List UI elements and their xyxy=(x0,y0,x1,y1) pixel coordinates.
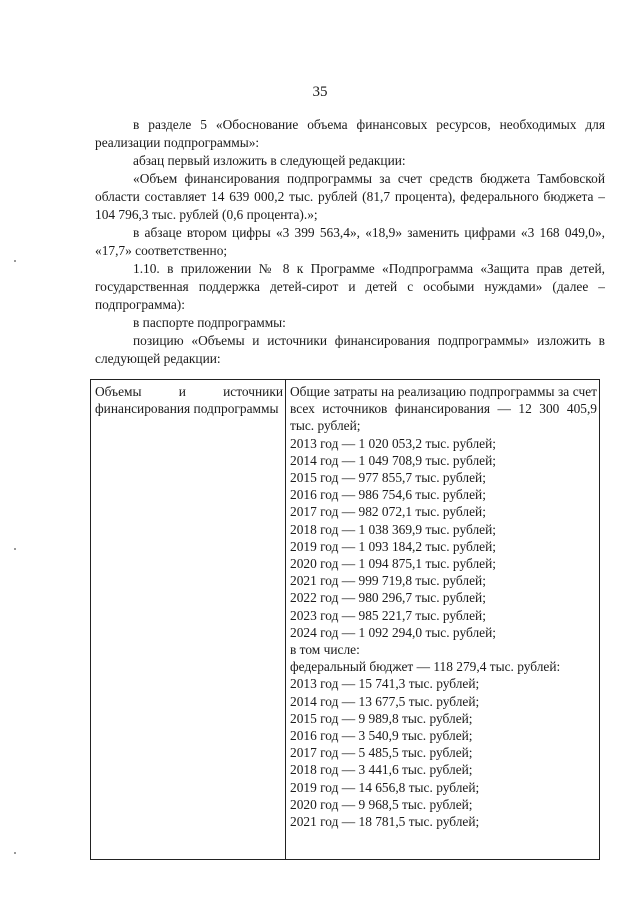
year-amount-line: 2019 год — 14 656,8 тыс. рублей; xyxy=(290,779,480,795)
margin-mark xyxy=(14,852,16,854)
federal-by-year-list xyxy=(290,675,597,830)
year-amount-line: 2021 год — 18 781,5 тыс. рублей; xyxy=(290,814,480,830)
year-amount-line: 2017 год — 982 072,1 тыс. рублей; xyxy=(290,504,486,520)
page-number: 35 xyxy=(312,84,328,100)
year-amount-line: 2018 год — 1 038 369,9 тыс. рублей; xyxy=(290,521,496,537)
table-row xyxy=(91,380,600,860)
paragraph-position: позицию «Объемы и источники финансирования подпрограммы» изложить в следующей редакции: xyxy=(95,333,605,366)
financing-table xyxy=(90,379,600,860)
year-amount-line: 2023 год — 985 221,7 тыс. рублей; xyxy=(290,607,486,623)
year-amount-line: 2020 год — 1 094 875,1 тыс. рублей; xyxy=(290,556,496,572)
margin-mark xyxy=(14,548,16,550)
table-label: Объемы и источники финансирования подпрограммы xyxy=(95,384,283,417)
year-amount-line: 2021 год — 999 719,8 тыс. рублей; xyxy=(290,573,486,589)
year-amount-line: 2016 год — 3 540,9 тыс. рублей; xyxy=(290,728,473,744)
margin-mark xyxy=(14,260,16,262)
paragraph-passport: в паспорте подпрограммы: xyxy=(133,315,286,330)
year-amount-line: 2018 год — 3 441,6 тыс. рублей; xyxy=(290,762,473,778)
year-amount-line: 2017 год — 5 485,5 тыс. рублей; xyxy=(290,745,473,761)
paragraph-section-5: в разделе 5 «Обоснование объема финансовых ресурсов, необходимых для реализации подпрограммы»: xyxy=(95,117,605,150)
paragraph-financing-volume: «Объем финансирования подпрограммы за счет средств бюджета Тамбовской области составляет 14 639 000,2 тыс. рублей (81,7 процента), федерального бюджета – 104 796,3 тыс. рублей (0,6 процента).»; xyxy=(95,171,605,222)
year-amount-line: 2022 год — 980 296,7 тыс. рублей; xyxy=(290,590,486,606)
year-amount-line: 2020 год — 9 968,5 тыс. рублей; xyxy=(290,796,473,812)
totals-by-year-list xyxy=(290,435,597,641)
paragraph-appendix-8: 1.10. в приложении № 8 к Программе «Подпрограмма «Защита прав детей, государственная поддержка детей-сирот и детей с особыми нуждами» (далее – подпрограмма): xyxy=(95,261,605,312)
including-label: в том числе: xyxy=(290,642,360,658)
paragraph-first-abzac: абзац первый изложить в следующей редакции: xyxy=(133,153,406,168)
year-amount-line: 2015 год — 977 855,7 тыс. рублей; xyxy=(290,470,486,486)
table-label-cell xyxy=(91,380,286,860)
year-amount-line: 2019 год — 1 093 184,2 тыс. рублей; xyxy=(290,538,496,554)
table-intro: Общие затраты на реализацию подпрограммы за счет всех источников финансирования — 12 300 405,9 тыс. рублей; xyxy=(290,384,597,434)
year-amount-line: 2024 год — 1 092 294,0 тыс. рублей; xyxy=(290,624,496,640)
year-amount-line: 2013 год — 1 020 053,2 тыс. рублей; xyxy=(290,435,496,451)
year-amount-line: 2014 год — 1 049 708,9 тыс. рублей; xyxy=(290,452,496,468)
paragraph-second-abzac: в абзаце втором цифры «3 399 563,4», «18,9» заменить цифрами «3 168 049,0», «17,7» соответственно; xyxy=(95,225,605,258)
federal-total: федеральный бюджет — 118 279,4 тыс. рублей: xyxy=(290,659,561,675)
year-amount-line: 2013 год — 15 741,3 тыс. рублей; xyxy=(290,676,480,692)
year-amount-line: 2015 год — 9 989,8 тыс. рублей; xyxy=(290,710,473,726)
document-body xyxy=(95,116,605,368)
year-amount-line: 2014 год — 13 677,5 тыс. рублей; xyxy=(290,693,480,709)
year-amount-line: 2016 год — 986 754,6 тыс. рублей; xyxy=(290,487,486,503)
table-value-cell xyxy=(286,380,600,860)
